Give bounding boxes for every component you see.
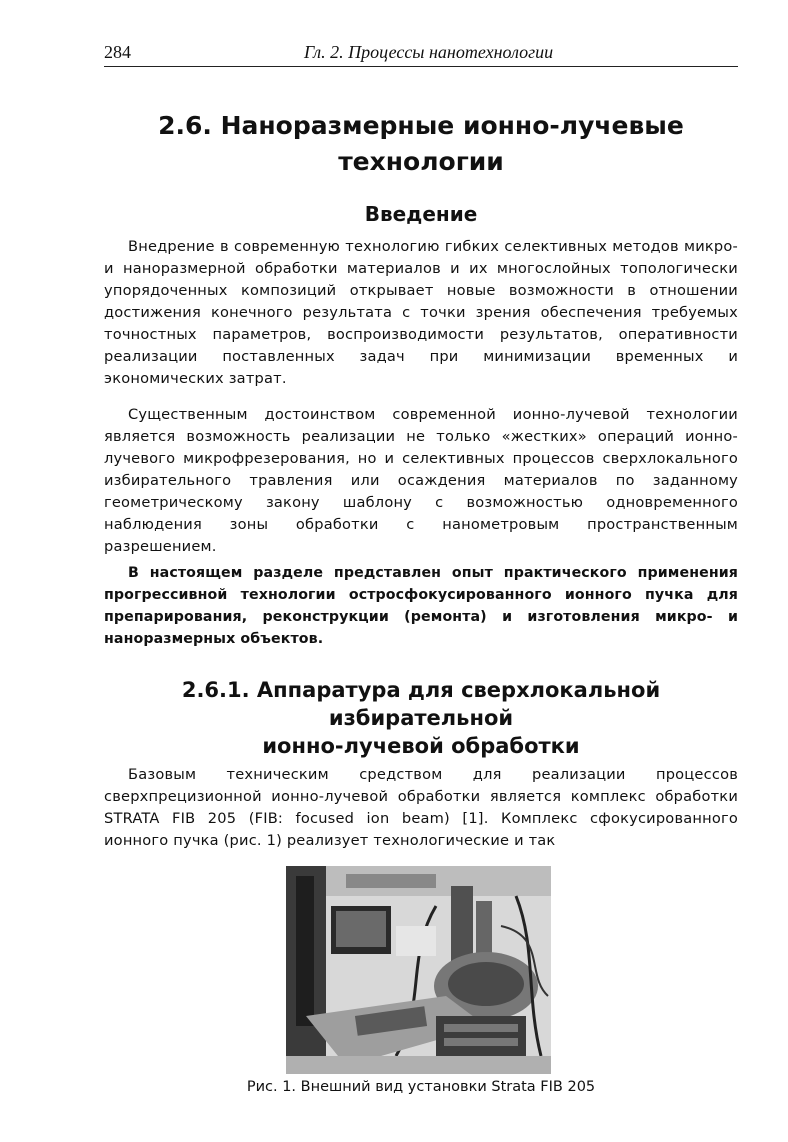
intro-paragraph-3-bold: В настоящем разделе представлен опыт практического применения прогрессивной технологии остросфокусированного ионного пучка для препарирования, реконструкции (ремонта) и изготовления микро- и наноразмерных объектов.: [104, 565, 738, 647]
running-title: Гл. 2. Процессы нанотехнологии: [304, 42, 554, 62]
subsection-title-line-2: ионно-лучевой обработки: [262, 734, 580, 758]
running-head: [104, 40, 738, 67]
section-title: [104, 108, 738, 180]
subsection-title: [104, 676, 738, 760]
section-title-line-1: 2.6. Наноразмерные ионно-лучевые: [158, 111, 684, 140]
page-number: 284: [104, 42, 131, 62]
intro-heading: Введение: [364, 202, 478, 226]
section-title-line-2: технологии: [338, 147, 504, 176]
intro-paragraph-2: Существенным достоинством современной ионно-лучевой технологии является возможность реализации не только «жестких» операций ионно-лучевого микрофрезерования, но и селективных процессов сверхлокального избирательного травления или осаждения материалов по заданному геометрическому закону шаблону с возможностью одновременного наблюдения зоны обработки с нанометровым пространственным разрешением.: [104, 406, 738, 555]
equipment-photo: [286, 866, 551, 1074]
figure-caption: Рис. 1. Внешний вид установки Strata FIB 205: [246, 1079, 596, 1095]
subsection-title-line-1: 2.6.1. Аппаратура для сверхлокальной избирательной: [181, 678, 661, 730]
subsection-paragraph: Базовым техническим средством для реализации процессов сверхпрецизионной ионно-лучевой обработки является комплекс обработки STRATA FIB 205 (FIB: focused ion beam) [1]. Комплекс сфокусированного ионного пучка (рис. 1) реализует технологические и так: [104, 766, 738, 849]
intro-paragraph-1: Внедрение в современную технологию гибких селективных методов микро- и наноразмерной обработки материалов и их многослойных топологически упорядоченных композиций открывает новые возможности в отношении достижения конечного результата с точки зрения обеспечения требуемых точностных параметров, воспроизводимости результатов, оперативности реализации поставленных задач при минимизации временных и экономических затрат.: [104, 238, 738, 387]
equipment-photo-image: [286, 866, 551, 1074]
